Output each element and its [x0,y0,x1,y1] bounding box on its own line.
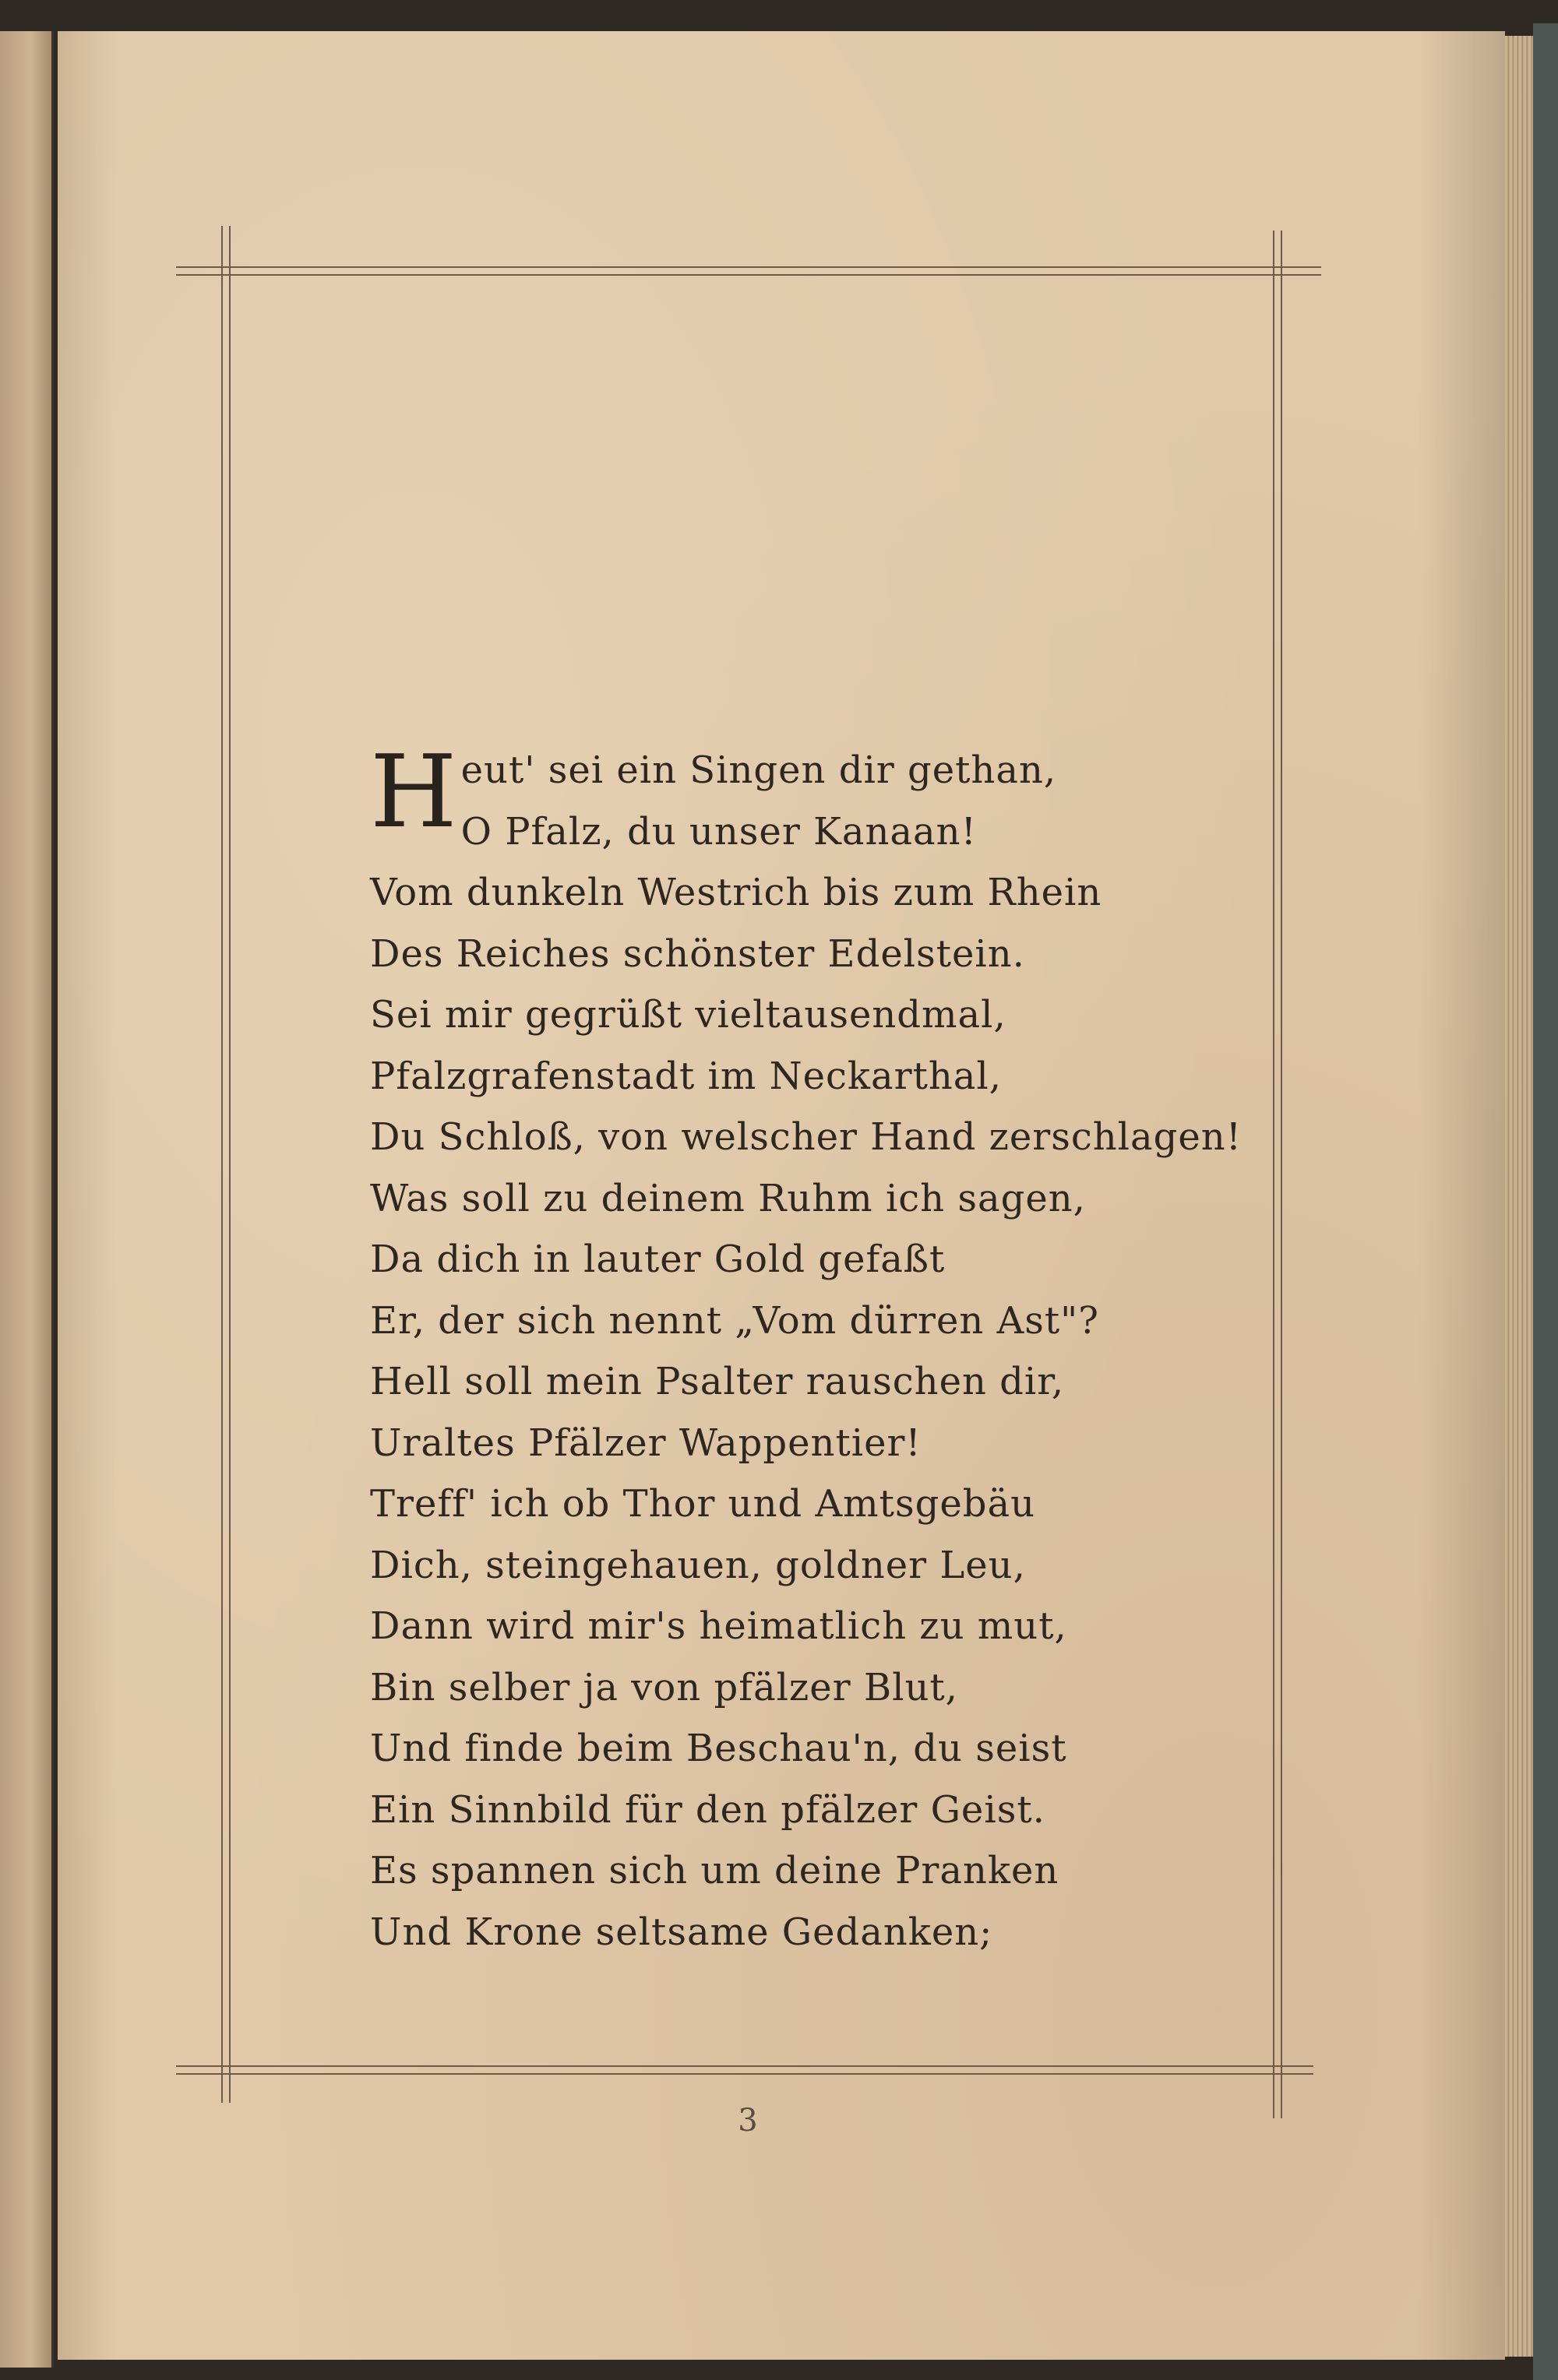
poem-line: Und Krone seltsame Gedanken; [370,1910,993,1954]
frame-left-inner-rule [229,226,231,2103]
frame-left-outer-rule [221,226,223,2103]
poem-line: Es spannen sich um deine Pranken [370,1849,1059,1892]
poem-line: Hell soll mein Psalter rauschen dir, [370,1360,1065,1403]
frame-bottom-outer-rule [176,2065,1313,2067]
poem-line: Uraltes Pfälzer Wappentier! [370,1421,922,1465]
poem-line: eut' sei ein Singen dir gethan, [460,748,1057,792]
poem-line: Bin selber ja von pfälzer Blut, [370,1665,958,1709]
poem-line: Da dich in lauter Gold gefaßt [370,1238,946,1281]
poem-line: Sei mir gegrüßt vieltausendmal, [370,993,1006,1037]
poem-line: Vom dunkeln Westrich bis zum Rhein [370,871,1102,914]
poem-text [370,734,1243,1963]
frame-right-outer-rule [1281,231,1282,2118]
frame-top-outer-rule [176,266,1321,268]
page-stack-edges [1505,36,1533,2357]
left-page-edge [0,31,54,2368]
poem-line: Und finde beim Beschau'n, du seist [370,1727,1067,1770]
poem-line: Dich, steingehauen, goldner Leu, [370,1543,1026,1587]
poem-line: O Pfalz, du unser Kanaan! [460,809,977,854]
poem-line: Treff' ich ob Thor und Amtsgebäu [370,1482,1035,1526]
poem-line: Du Schloß, von welscher Hand zerschlagen! [370,1115,1242,1159]
poem-line: Des Reiches schönster Edelstein. [370,931,1025,976]
drop-cap: H [370,734,458,850]
poem-line: Er, der sich nennt „Vom dürren Ast"? [370,1298,1099,1343]
frame-right-inner-rule [1273,231,1274,2118]
book-cover-edge [1533,23,1558,2380]
poem-line: Pfalzgrafenstadt im Neckarthal, [370,1054,1002,1098]
poem-line: Dann wird mir's heimatlich zu mut, [370,1604,1067,1648]
frame-top-inner-rule [176,274,1321,276]
poem-line: Was soll zu deinem Ruhm ich sagen, [370,1176,1086,1220]
page-number: 3 [738,2103,758,2139]
frame-bottom-inner-rule [176,2073,1313,2075]
poem-line: Ein Sinnbild für den pfälzer Geist. [370,1787,1045,1832]
